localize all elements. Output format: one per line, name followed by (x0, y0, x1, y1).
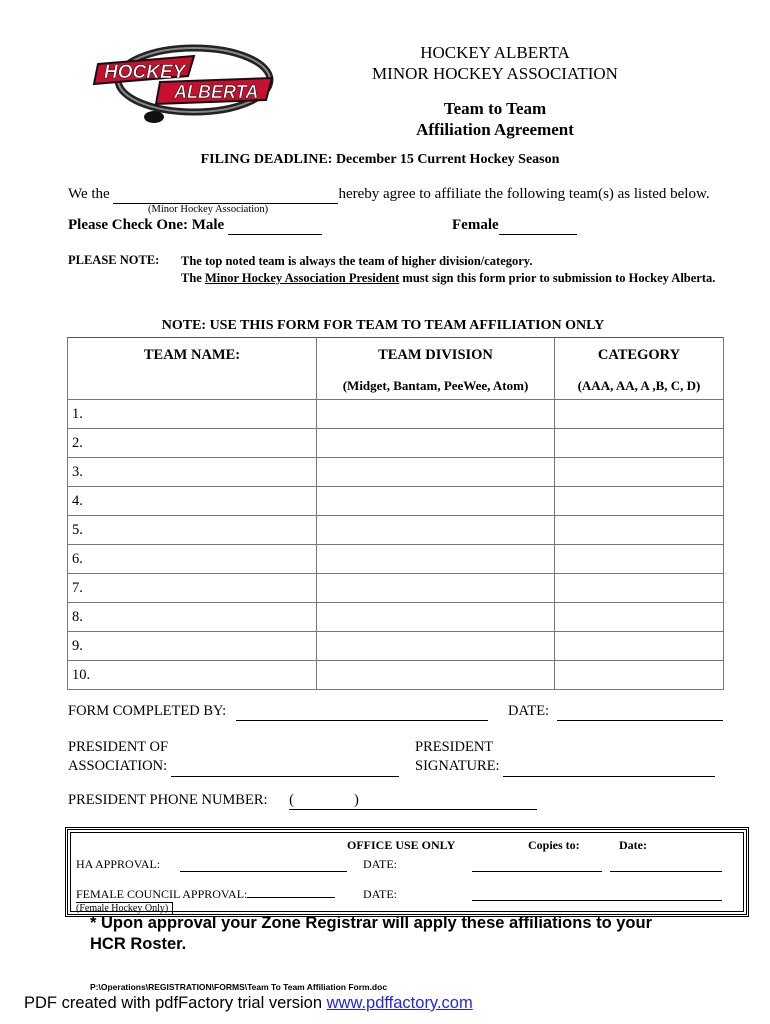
copies-field-2[interactable] (472, 900, 722, 901)
president-emphasis: Minor Hockey Association President (204, 271, 400, 285)
phone-field[interactable]: ( ) (289, 792, 537, 810)
form-title-line2: Affiliation Agreement (416, 120, 574, 139)
form-completed-by: FORM COMPLETED BY: (68, 703, 488, 721)
completed-by-field[interactable] (236, 703, 488, 721)
category-cell[interactable] (555, 574, 724, 603)
org-name: HOCKEY ALBERTA (420, 43, 570, 62)
president-phone: PRESIDENT PHONE NUMBER: ( ) (68, 792, 537, 810)
female-approval-label: FEMALE COUNCIL APPROVAL: (76, 887, 335, 902)
president-signature: PRESIDENT SIGNATURE: (415, 738, 715, 777)
team-name-cell[interactable]: 6. (68, 545, 317, 574)
president-of-association: PRESIDENT OF ASSOCIATION: (68, 738, 399, 777)
team-name-cell[interactable]: 10. (68, 661, 317, 690)
division-hint: (Midget, Bantam, PeeWee, Atom) (317, 372, 555, 400)
female-only-note: (Female Hockey Only) (76, 902, 173, 914)
date-column-label: Date: (619, 838, 647, 852)
team-division-cell[interactable] (317, 574, 555, 603)
table-row (68, 661, 724, 690)
category-cell[interactable] (555, 603, 724, 632)
col-team-division: TEAM DIVISION (317, 338, 555, 373)
team-table (67, 337, 724, 690)
org-subname: MINOR HOCKEY ASSOCIATION (372, 64, 618, 83)
organization-header (330, 42, 660, 84)
gender-check (68, 217, 322, 235)
agreement-suffix: hereby agree to affiliate the following team(s) as listed below. (338, 186, 710, 202)
affiliation-only-note: NOTE: USE THIS FORM FOR TEAM TO TEAM AFFILIATION ONLY (161, 318, 605, 333)
team-name-cell[interactable]: 5. (68, 516, 317, 545)
category-hint: (AAA, AA, A ,B, C, D) (555, 372, 724, 400)
president-name-field[interactable] (171, 757, 399, 777)
copies-to-label: Copies to: (528, 838, 580, 852)
female-date-label: DATE: (363, 887, 397, 901)
team-division-cell[interactable] (317, 487, 555, 516)
office-use-box (65, 827, 749, 917)
male-check-field[interactable] (228, 217, 322, 235)
team-division-cell[interactable] (317, 603, 555, 632)
team-name-cell[interactable]: 7. (68, 574, 317, 603)
team-division-cell[interactable] (317, 400, 555, 429)
agreement-prefix: We the (68, 186, 110, 202)
completed-date: DATE: (508, 703, 723, 721)
please-note-text (181, 253, 731, 287)
team-name-cell[interactable]: 2. (68, 429, 317, 458)
pdffactory-link[interactable]: www.pdffactory.com (326, 994, 473, 1012)
team-division-cell[interactable] (317, 458, 555, 487)
female-check-field[interactable] (499, 217, 577, 235)
team-name-cell[interactable]: 9. (68, 632, 317, 661)
form-title (330, 98, 660, 140)
table-row (68, 632, 724, 661)
female-label: Female (452, 217, 499, 233)
agreement-line (68, 186, 710, 204)
association-field-hint: (Minor Hockey Association) (148, 204, 269, 215)
completed-date-field[interactable] (557, 703, 723, 721)
table-hint-row (68, 372, 724, 400)
svg-text:ALBERTA: ALBERTA (174, 82, 259, 102)
ha-date-label: DATE: (363, 857, 397, 871)
pdf-factory-note: PDF created with pdfFactory trial version www.pdffactory.com (24, 994, 473, 1012)
ha-approval-field[interactable] (180, 871, 347, 872)
team-division-cell[interactable] (317, 516, 555, 545)
svg-text:HOCKEY: HOCKEY (104, 62, 186, 83)
category-cell[interactable] (555, 458, 724, 487)
category-cell[interactable] (555, 661, 724, 690)
note-line1: The top noted team is always the team of higher division/category. (181, 254, 533, 268)
table-row (68, 458, 724, 487)
team-division-cell[interactable] (317, 632, 555, 661)
signature-field[interactable] (503, 757, 715, 777)
hockey-alberta-logo (90, 42, 278, 132)
table-row (68, 516, 724, 545)
team-division-cell[interactable] (317, 429, 555, 458)
table-row (68, 400, 724, 429)
category-cell[interactable] (555, 429, 724, 458)
office-use-title: OFFICE USE ONLY (347, 838, 456, 852)
please-note-label: PLEASE NOTE: (68, 253, 160, 267)
copies-to-field-1[interactable] (472, 871, 602, 872)
female-check (452, 217, 577, 235)
team-name-cell[interactable]: 8. (68, 603, 317, 632)
table-row (68, 574, 724, 603)
category-cell[interactable] (555, 400, 724, 429)
col-category: CATEGORY (555, 338, 724, 373)
approval-notice: * Upon approval your Zone Registrar will apply these affiliations to your HCR Roster. (90, 914, 653, 953)
copies-date-field-1[interactable] (610, 871, 722, 872)
form-title-line1: Team to Team (443, 99, 547, 118)
team-name-cell[interactable]: 4. (68, 487, 317, 516)
table-row (68, 603, 724, 632)
table-row (68, 487, 724, 516)
table-row (68, 429, 724, 458)
file-path: P:\Operations\REGISTRATION\FORMS\Team To Team Affiliation Form.doc (90, 982, 388, 992)
note-line2: The Minor Hockey Association President must sign this form prior to submission to Hockey Alberta. (181, 271, 716, 285)
team-division-cell[interactable] (317, 661, 555, 690)
category-cell[interactable] (555, 487, 724, 516)
table-header-row (68, 338, 724, 373)
filing-deadline: FILING DEADLINE: December 15 Current Hockey Season (200, 152, 560, 167)
category-cell[interactable] (555, 545, 724, 574)
male-label: Please Check One: Male (68, 217, 225, 233)
ha-approval-label: HA APPROVAL: (76, 857, 161, 871)
team-name-cell[interactable]: 3. (68, 458, 317, 487)
col-team-name: TEAM NAME: (68, 338, 317, 373)
category-cell[interactable] (555, 516, 724, 545)
category-cell[interactable] (555, 632, 724, 661)
table-row (68, 545, 724, 574)
team-division-cell[interactable] (317, 545, 555, 574)
team-name-cell[interactable]: 1. (68, 400, 317, 429)
association-name-field[interactable] (113, 186, 338, 204)
